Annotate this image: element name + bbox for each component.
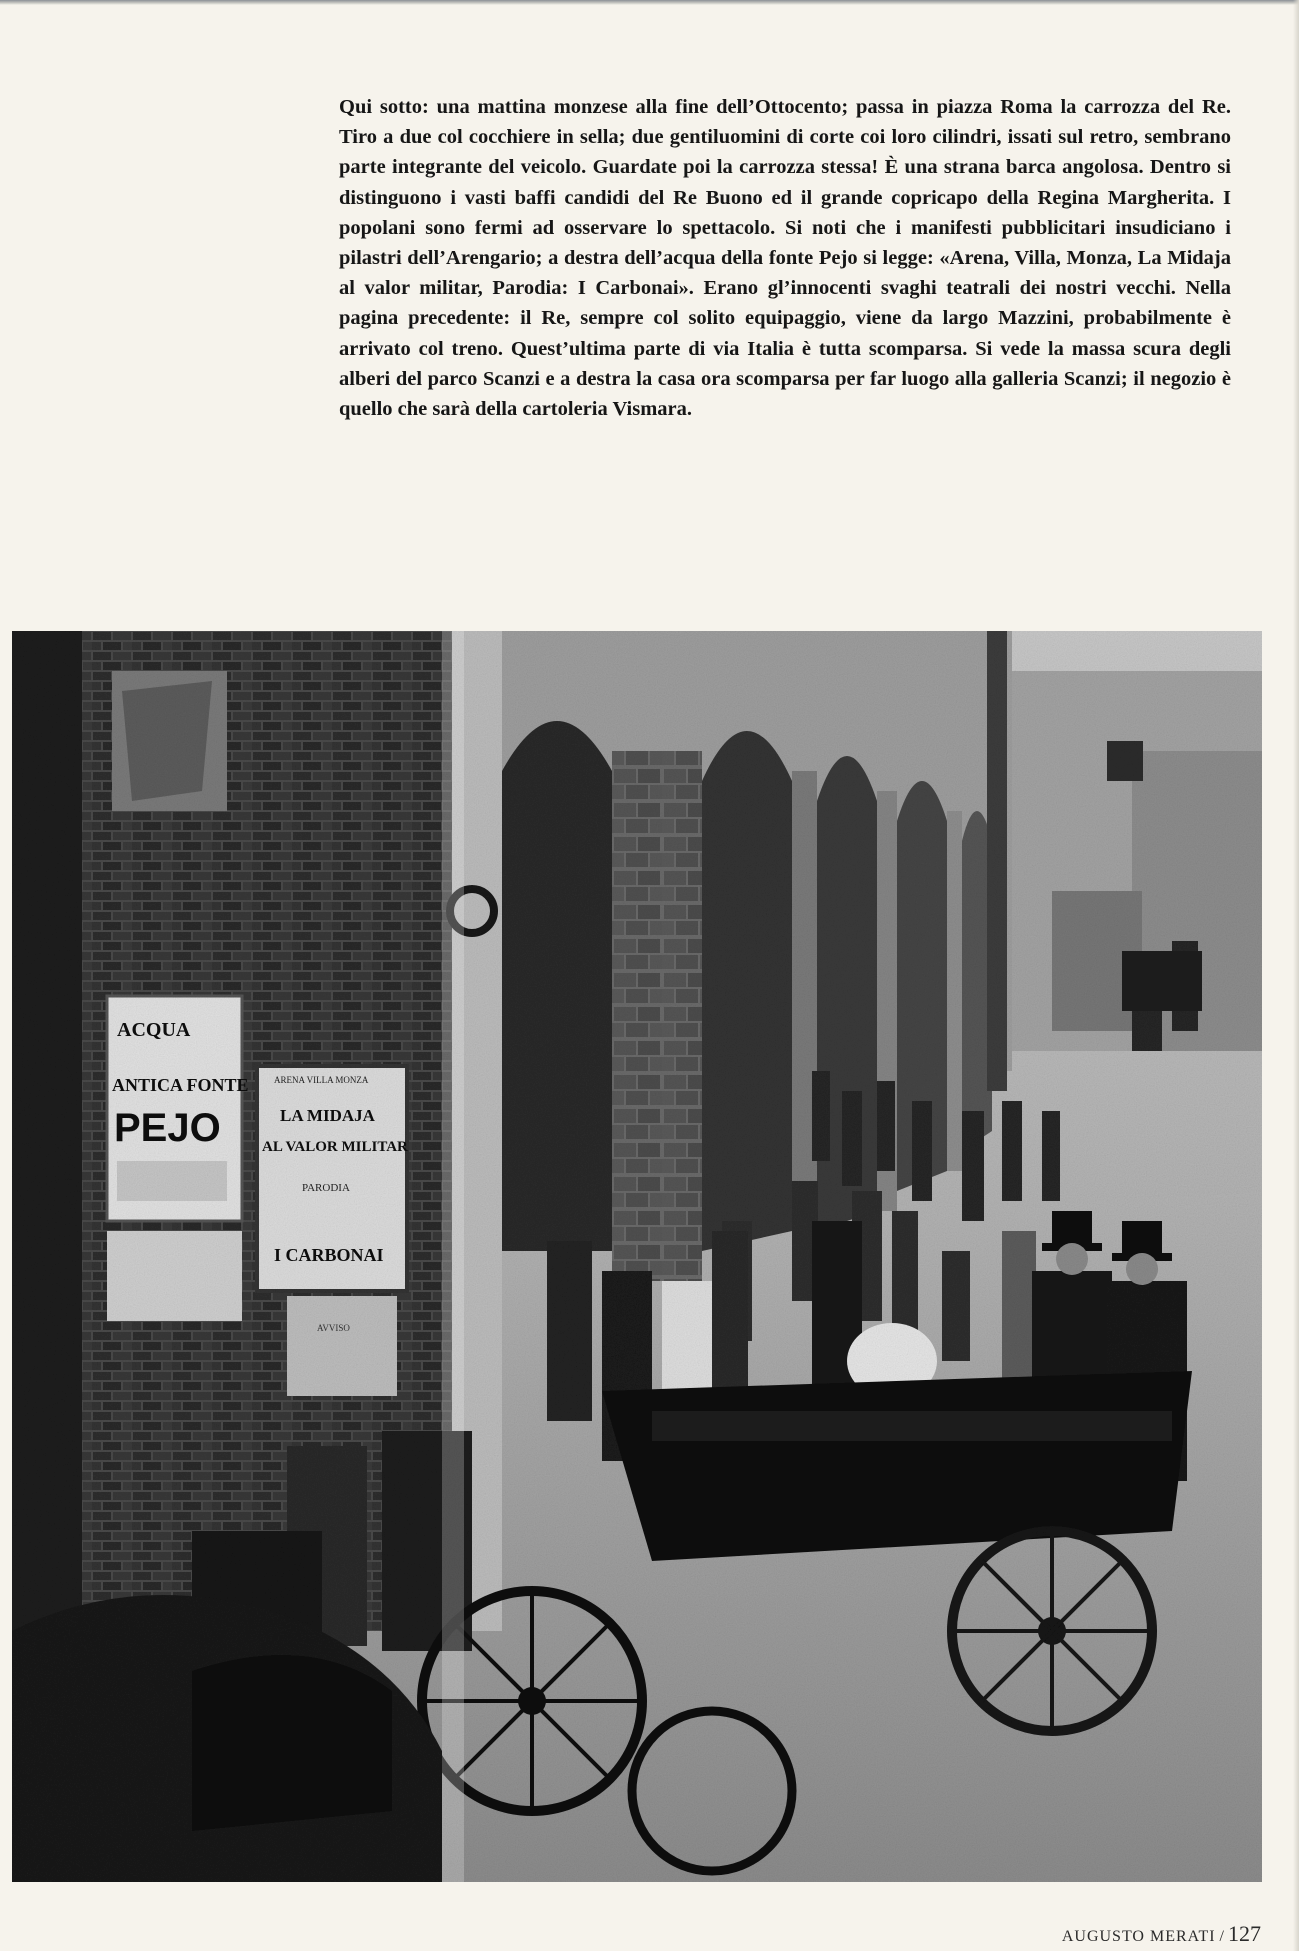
poster-pejo-line2: ANTICA FONTE (112, 1075, 249, 1095)
book-crease (442, 631, 464, 1882)
poster-midaja-line2: LA MIDAJA (280, 1106, 375, 1125)
photo-illustration (12, 631, 1262, 1882)
page-number: 127 (1228, 1921, 1261, 1946)
arch-1 (502, 721, 612, 1251)
page-top-edge (0, 0, 1299, 5)
poster-midaja-line4: PARODIA (302, 1182, 350, 1194)
page-footer (1062, 1921, 1261, 1947)
historical-photograph (12, 631, 1262, 1882)
poster-pejo (107, 996, 249, 1221)
poster-midaja-line5: I CARBONAI (274, 1245, 384, 1265)
poster-pejo-line3: PEJO (114, 1106, 221, 1150)
lamp-post (987, 631, 1007, 1091)
poster-avviso: AVVISO (317, 1323, 350, 1333)
footer-separator: / (1219, 1928, 1224, 1945)
photo-caption: Qui sotto: una mattina monzese alla fine dell’Ottocento; passa in piazza Roma la carrozza del Re. Tiro a due col cocchiere in sella; due gentiluomini di corte coi loro cilindri, issati sul retro, sembrano parte integrante del veicolo. Guardate poi la carrozza stessa! È una strana barca angolosa. Dentro si distinguono i vasti baffi candidi del Re Buono ed il grande copricapo della Regina Margherita. I popolani sono fermi ad osservare lo spettacolo. Si noti che i manifesti pubblicitari insudiciano i pilastri dell’Arengario; a destra dell’acqua della fonte Pejo si legge: «Arena, Villa, Monza, La Midaja al valor militar, Parodia: I Carbonai». Erano gl’innocenti svaghi teatrali dei nostri vecchi. Nella pagina precedente: il Re, sempre col solito equipaggio, viene da largo Mazzini, probabilmente è arrivato col treno. Quest’ultima parte di via Italia è tutta scomparsa. Si vede la massa scura degli alberi del parco Scanzi e a destra la casa ora scomparsa per far luogo alla galleria Scanzi; il negozio è quello che sarà della cartoleria Vismara. (339, 96, 1231, 421)
page-right-edge (1293, 0, 1299, 1951)
poster-midaja (257, 1066, 408, 1291)
distant-carriage (1122, 951, 1202, 1011)
pillar-1 (612, 751, 702, 1281)
arch-2 (702, 731, 792, 1251)
footer-author: AUGUSTO MERATI (1061, 1928, 1216, 1945)
poster-midaja-line1: ARENA VILLA MONZA (274, 1075, 369, 1085)
poster-pejo-line1: ACQUA (117, 1019, 191, 1041)
poster-midaja-line3: AL VALOR MILITAR (262, 1139, 408, 1155)
